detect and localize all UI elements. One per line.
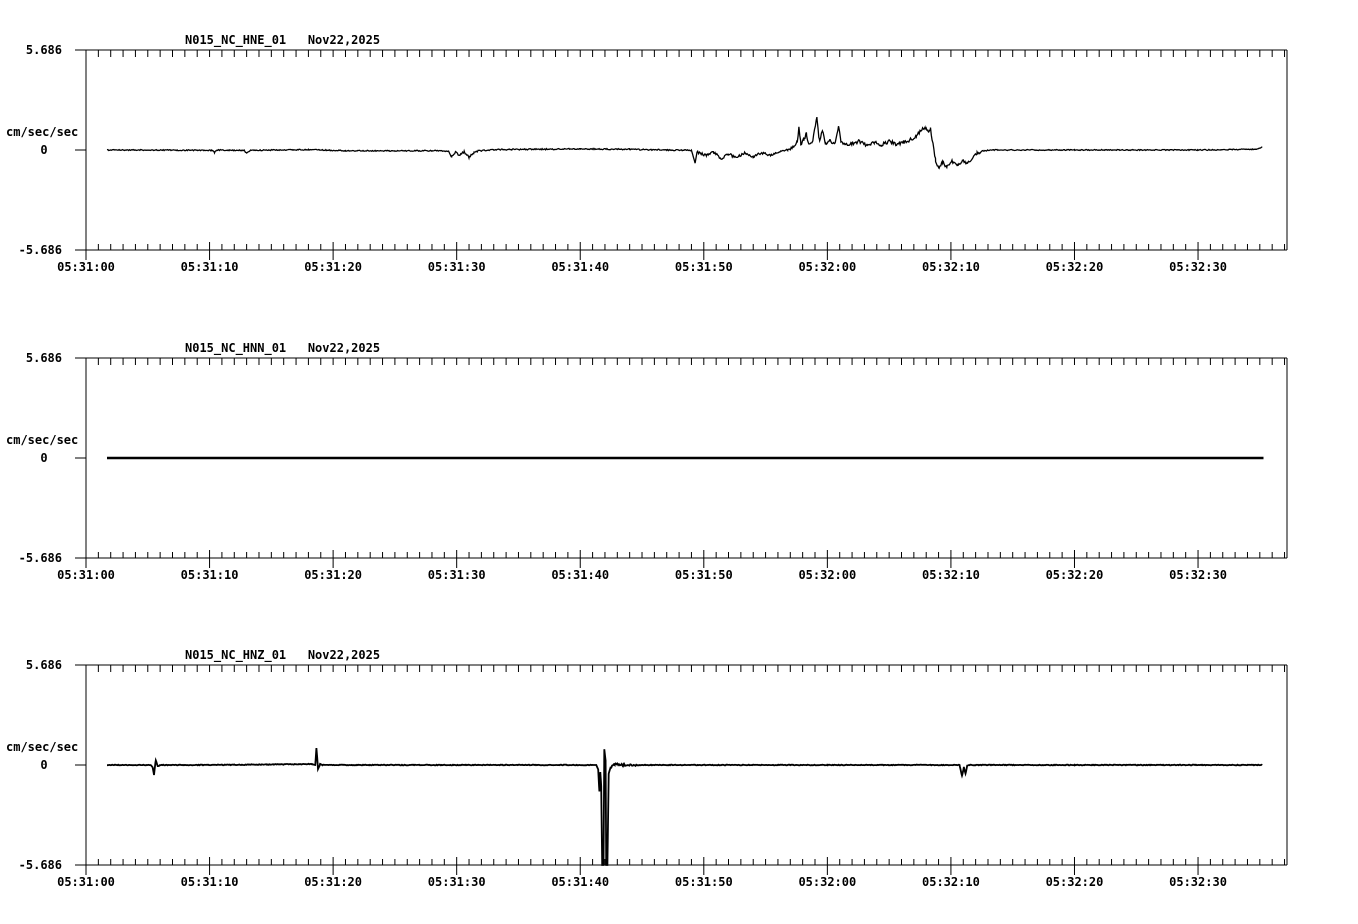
x-tick-label: 05:31:40 — [551, 260, 610, 274]
waveform-plot-hnz — [0, 615, 1358, 895]
y-min-label: -5.686 — [18, 243, 62, 257]
seismogram-panel-hne — [0, 0, 1358, 307]
x-tick-label: 05:32:30 — [1169, 875, 1227, 889]
x-tick-label: 05:32:30 — [1169, 568, 1227, 582]
y-min-label: -5.686 — [18, 551, 62, 565]
y-max-label: 5.686 — [25, 43, 62, 57]
x-tick-label: 05:31:50 — [674, 260, 733, 274]
y-units-label: cm/sec/sec — [6, 740, 79, 754]
x-tick-label: 05:32:10 — [922, 875, 980, 889]
y-zero-label: 0 — [40, 143, 48, 157]
x-tick-label: 05:32:20 — [1045, 260, 1104, 274]
x-tick-label: 05:31:00 — [57, 568, 115, 582]
x-tick-label: 05:31:30 — [427, 568, 486, 582]
x-tick-label: 05:32:20 — [1045, 875, 1104, 889]
x-tick-label: 05:31:20 — [304, 568, 362, 582]
x-tick-label: 05:31:10 — [180, 568, 239, 582]
y-min-label: -5.686 — [18, 858, 62, 872]
x-tick-label: 05:32:30 — [1169, 260, 1227, 274]
x-tick-label: 05:31:40 — [551, 568, 610, 582]
x-tick-label: 05:32:20 — [1045, 568, 1104, 582]
x-tick-label: 05:31:50 — [674, 568, 733, 582]
x-tick-label: 05:31:30 — [427, 260, 486, 274]
x-tick-label: 05:32:00 — [798, 568, 857, 582]
y-units-label: cm/sec/sec — [6, 125, 79, 139]
x-tick-label: 05:31:10 — [180, 875, 239, 889]
seismogram-panel-hnn — [0, 308, 1358, 615]
y-max-label: 5.686 — [25, 658, 62, 672]
y-zero-label: 0 — [40, 451, 48, 465]
x-axis-tick-labels — [0, 875, 1358, 893]
trace-title: N015_NC_HNE_01 Nov22,2025 — [185, 33, 381, 47]
x-axis-tick-labels — [0, 260, 1358, 278]
x-tick-label: 05:31:00 — [57, 260, 115, 274]
x-tick-label: 05:32:00 — [798, 875, 857, 889]
x-tick-label: 05:32:10 — [922, 260, 980, 274]
x-tick-label: 05:31:20 — [304, 260, 362, 274]
trace-title: N015_NC_HNN_01 Nov22,2025 — [185, 341, 381, 355]
x-tick-label: 05:31:10 — [180, 260, 239, 274]
waveform-plot-hnn — [0, 308, 1358, 588]
seismogram-panel-hnz — [0, 615, 1358, 924]
y-units-label: cm/sec/sec — [6, 433, 79, 447]
x-tick-label: 05:31:00 — [57, 875, 115, 889]
trace-title: N015_NC_HNZ_01 Nov22,2025 — [185, 648, 381, 662]
x-tick-label: 05:32:10 — [922, 568, 980, 582]
y-max-label: 5.686 — [25, 351, 62, 365]
x-tick-label: 05:32:00 — [798, 260, 857, 274]
y-zero-label: 0 — [40, 758, 48, 772]
x-tick-label: 05:31:20 — [304, 875, 362, 889]
x-tick-label: 05:31:40 — [551, 875, 610, 889]
x-axis-tick-labels — [0, 568, 1358, 586]
waveform-plot-hne — [0, 0, 1358, 280]
x-tick-label: 05:31:50 — [674, 875, 733, 889]
x-tick-label: 05:31:30 — [427, 875, 486, 889]
